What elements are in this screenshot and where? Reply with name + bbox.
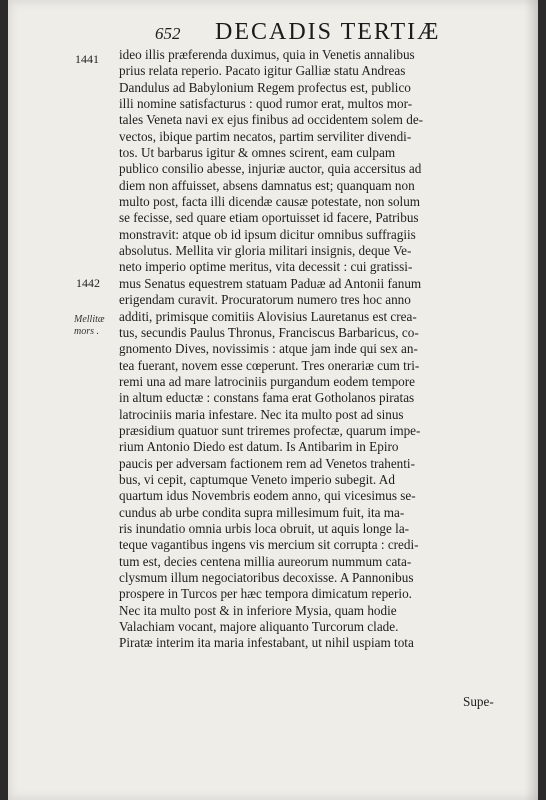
text-line: Piratæ interim ita maria infestabant, ut nihil uspiam tota [119, 635, 414, 651]
running-head: DECADIS TERTIÆ [215, 19, 441, 45]
text-line: illi nomine satisfacturus : quod rumor erat, multos mor- [119, 96, 413, 112]
text-line: ideo illis præferenda duximus, quia in Venetis annalibus [119, 47, 415, 62]
text-line: monstravit: atque ob id ipsum dicitur omnibus suffragiis [119, 226, 416, 242]
text-line: tea fuerant, novem esse cœperunt. Tres onerariæ cum tri- [119, 357, 420, 373]
text-line: se fecisse, sed quare etiam oportuisset id facere, Patribus [119, 210, 419, 226]
text-line: quartum idus Novembris eodem anno, qui vicesimus se- [119, 488, 416, 504]
body-text [119, 47, 509, 652]
marginal-note-line: Mellitæ [74, 314, 105, 325]
catchword: Supe- [463, 694, 494, 709]
page-number: 652 [155, 24, 181, 43]
text-line: tus, secundis Paulus Thronus, Franciscus Barbaricus, co- [119, 324, 419, 340]
text-line: Valachiam vocant, majore aliquanto Turcorum clade. [119, 619, 399, 635]
text-line: tum est, decies centena millia aureorum nummum cata- [119, 553, 412, 569]
text-line: multo post, facta illi dicendæ causæ potestate, non solum [119, 194, 421, 210]
marginal-note [74, 314, 105, 338]
book-page [8, 0, 538, 800]
text-line: rium Antonio Diedo est datum. Is Antibarim in Epiro [119, 439, 399, 455]
text-line: clysmum illum negociatoribus decoxisse. A Pannonibus [119, 570, 414, 585]
text-line: tales Veneta navi ex ejus finibus ad occidentem solem de- [119, 112, 424, 128]
marginal-note-line: mors . [74, 326, 100, 337]
page-edge-shadow [524, 0, 538, 800]
text-line: latrociniis maria infestare. Nec ita multo post ad sinus [119, 406, 404, 422]
text-line: in altum eductæ : constans fama erat Gotholanos piratas [119, 390, 415, 406]
text-line: additi, primisque comitiis Alovisius Lauretanus est crea- [119, 308, 417, 324]
text-line: teque vagantibus ingens vis mercium sit corrupta : credi- [119, 537, 419, 553]
text-line: absolutus. Mellita vir gloria militari insignis, deque Ve- [119, 243, 412, 259]
text-line: Nec ita multo post & in inferiore Mysia, quam hodie [119, 602, 397, 618]
text-line: mus Senatus equestrem statuam Paduæ ad Antonii fanum [119, 275, 422, 291]
text-line: Dandulus ad Babylonium Regem profectus est, publico [119, 79, 411, 95]
text-line: cundus ab urbe condita supra millesimum fuit, ita ma- [119, 504, 405, 520]
text-line: remi una ad mare latrociniis purgandum eodem tempore [119, 373, 416, 389]
text-line: paucis per adversam factionem rem ad Venetos trahenti- [119, 455, 415, 471]
text-line: erigendam curavit. Procuratorum numero tres hoc anno [119, 292, 411, 308]
page-header [8, 14, 538, 50]
text-line: gnomento Dives, novissimis : atque jam inde qui sex an- [119, 341, 418, 357]
text-line: neto imperio optime meritus, vita decessit : cui gratissi- [119, 259, 413, 275]
text-line: prospere in Turcos per hæc tempora dimicatum reperio. [119, 586, 412, 602]
text-line: præsidium quatuor sunt triremes profectæ, quarum impe- [119, 422, 421, 438]
text-line: vectos, ibique partim necatos, partim serviliter divendi- [119, 128, 412, 144]
text-line: bus, vi cepit, captumque Veneto imperio subegit. Ad [119, 471, 395, 487]
margin-year-1441: 1441 [75, 52, 99, 66]
text-line: ris inundatio omnia urbis loca obruit, ut aquis longe la- [119, 520, 410, 536]
text-line: diem non affuisset, absens damnatus est; quanquam non [119, 177, 415, 193]
text-line: publico consilio abesse, injuriæ auctor, quia accersitus ad [119, 161, 422, 177]
margin-year-1442: 1442 [76, 276, 100, 290]
text-line: prius relata reperio. Pacato igitur Galliæ statu Andreas [119, 63, 406, 79]
text-line: tos. Ut barbarus igitur & omnes scirent, eam culpam [119, 145, 396, 161]
